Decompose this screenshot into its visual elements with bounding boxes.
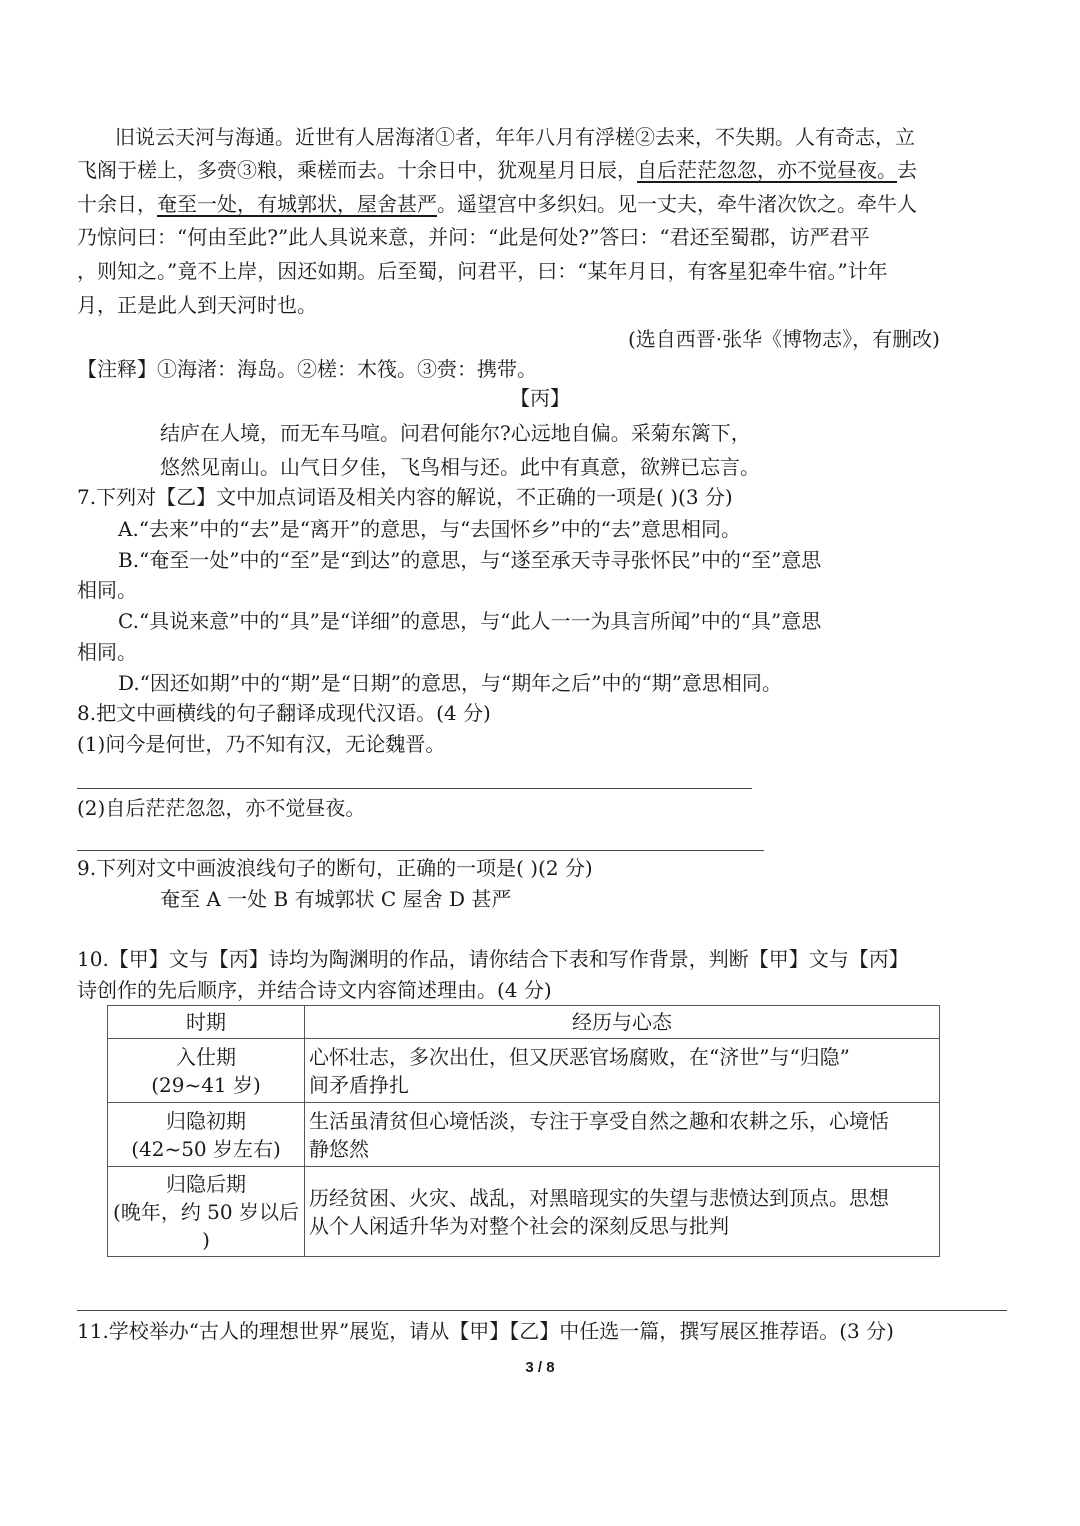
- period-age: (晚年，约 50 岁以后: [113, 1199, 299, 1224]
- poem-line-2: 悠然见南山。山气日夕佳，飞鸟相与还。此中有真意，欲辨已忘言。: [160, 455, 760, 479]
- period-age-end: ): [202, 1227, 210, 1252]
- period-age: (42~50 岁左右): [131, 1136, 281, 1161]
- poem-line-1: 结庐在人境，而无车马喧。问君何能尔?心远地自偏。采菊东篱下，: [160, 421, 751, 445]
- desc-line: 历经贫困、火灾、战乱，对黑暗现实的失望与悲愤达到顶点。思想: [309, 1185, 889, 1210]
- header-experience: 经历与心态: [305, 1006, 940, 1039]
- passage-line-4: 乃惊问曰：“何由至此?”此人具说来意，并问：“此是何处?”答曰：“君还至蜀郡，访严君平: [77, 225, 870, 249]
- q11-stem: 11.学校举办“古人的理想世界”展览，请从【甲】【乙】中任选一篇，撰写展区推荐语。(3 分): [77, 1319, 894, 1343]
- desc-line: 从个人闲适升华为对整个社会的深刻反思与批判: [309, 1213, 729, 1238]
- q7-option-b-cont: 相同。: [77, 578, 137, 602]
- period-age: (29~41 岁): [151, 1072, 261, 1097]
- page-number: 3 / 8: [525, 1359, 555, 1376]
- passage-line-3-text: 十余日，: [77, 192, 157, 216]
- table-row: [108, 1167, 940, 1257]
- desc-line: 静悠然: [309, 1136, 369, 1161]
- passage-source: (选自西晋·张华《博物志》，有删改): [628, 327, 940, 351]
- passage-line-2-end: 去: [897, 158, 917, 182]
- table-header-row: [108, 1006, 940, 1039]
- passage-line-2-text: 飞阁于槎上，多赍③粮，乘槎而去。十余日中，犹观星月日辰，: [77, 158, 637, 182]
- desc-cell: [305, 1039, 940, 1103]
- desc-line: 心怀壮志，多次出仕，但又厌恶官场腐败，在“济世”与“归隐”: [309, 1044, 850, 1069]
- desc-line: 生活虽清贫但心境恬淡，专注于享受自然之趣和农耕之乐，心境恬: [309, 1108, 889, 1133]
- q7-option-a: A.“去来”中的“去”是“离开”的意思，与“去国怀乡”中的“去”意思相同。: [118, 517, 742, 541]
- q7-option-c: C.“具说来意”中的“具”是“详细”的意思，与“此人一一为具言所闻”中的“具”意思: [118, 609, 822, 633]
- period-name: 入仕期: [176, 1044, 236, 1069]
- q7-stem: 7.下列对【乙】文中加点词语及相关内容的解说，不正确的一项是( )(3 分): [77, 485, 733, 509]
- header-period: 时期: [108, 1006, 305, 1039]
- period-name: 归隐初期: [166, 1108, 246, 1133]
- desc-line: 间矛盾挣扎: [309, 1072, 409, 1097]
- period-name: 归隐后期: [166, 1171, 246, 1196]
- passage-line-5: ，则知之。”竟不上岸，因还如期。后至蜀，问君平，曰：“某年月日，有客星犯牵牛宿。”计年: [77, 259, 888, 283]
- answer-line-1[interactable]: [77, 788, 752, 789]
- period-table: [107, 1005, 940, 1257]
- q7-option-d: D.“因还如期”中的“期”是“日期”的意思，与“期年之后”中的“期”意思相同。: [118, 671, 782, 695]
- q10-line-2: 诗创作的先后顺序，并结合诗文内容简述理由。(4 分): [77, 978, 552, 1002]
- passage-line-6: 月，正是此人到天河时也。: [77, 293, 317, 317]
- table-row: [108, 1039, 940, 1103]
- period-cell: [108, 1039, 305, 1103]
- q7-option-c-cont: 相同。: [77, 640, 137, 664]
- q8-sentence-1: (1)问今是何世，乃不知有汉，无论魏晋。: [77, 732, 446, 756]
- passage-notes: 【注释】①海渚：海岛。②槎：木筏。③赍：携带。: [77, 357, 537, 381]
- desc-cell: [305, 1167, 940, 1257]
- answer-line-2[interactable]: [77, 850, 764, 851]
- passage-line-1: 旧说云天河与海通。近世有人居海渚①者，年年八月有浮槎②去来，不失期。人有奇志，立: [115, 125, 915, 149]
- q10-line-1: 10.【甲】文与【丙】诗均为陶渊明的作品，请你结合下表和写作背景，判断【甲】文与【丙】: [77, 947, 909, 971]
- table-row: [108, 1103, 940, 1167]
- period-cell: [108, 1167, 305, 1257]
- q9-options: 奄至 A 一处 B 有城郭状 C 屋舍 D 甚严: [160, 887, 512, 911]
- passage-line-3: [77, 189, 917, 219]
- q8-stem: 8.把文中画横线的句子翻译成现代汉语。(4 分): [77, 701, 491, 725]
- desc-cell: [305, 1103, 940, 1167]
- q9-stem: 9.下列对文中画波浪线句子的断句，正确的一项是( )(2 分): [77, 856, 593, 880]
- wavy-underlined-sentence: 奄至一处，有城郭状，屋舍甚严: [157, 192, 437, 216]
- period-cell: [108, 1103, 305, 1167]
- passage-line-3-end: 。遥望宫中多织妇。见一丈夫，牵牛渚次饮之。牵牛人: [437, 192, 917, 216]
- poem-title: 【丙】: [510, 386, 570, 410]
- q7-option-b: B.“奄至一处”中的“至”是“到达”的意思，与“遂至承天寺寻张怀民”中的“至”意思: [118, 548, 822, 572]
- section-divider: [77, 1310, 1007, 1311]
- passage-line-2: [77, 155, 917, 185]
- underlined-sentence: 自后茫茫忽忽，亦不觉昼夜。: [637, 158, 897, 182]
- q8-sentence-2: (2)自后茫茫忽忽，亦不觉昼夜。: [77, 796, 366, 820]
